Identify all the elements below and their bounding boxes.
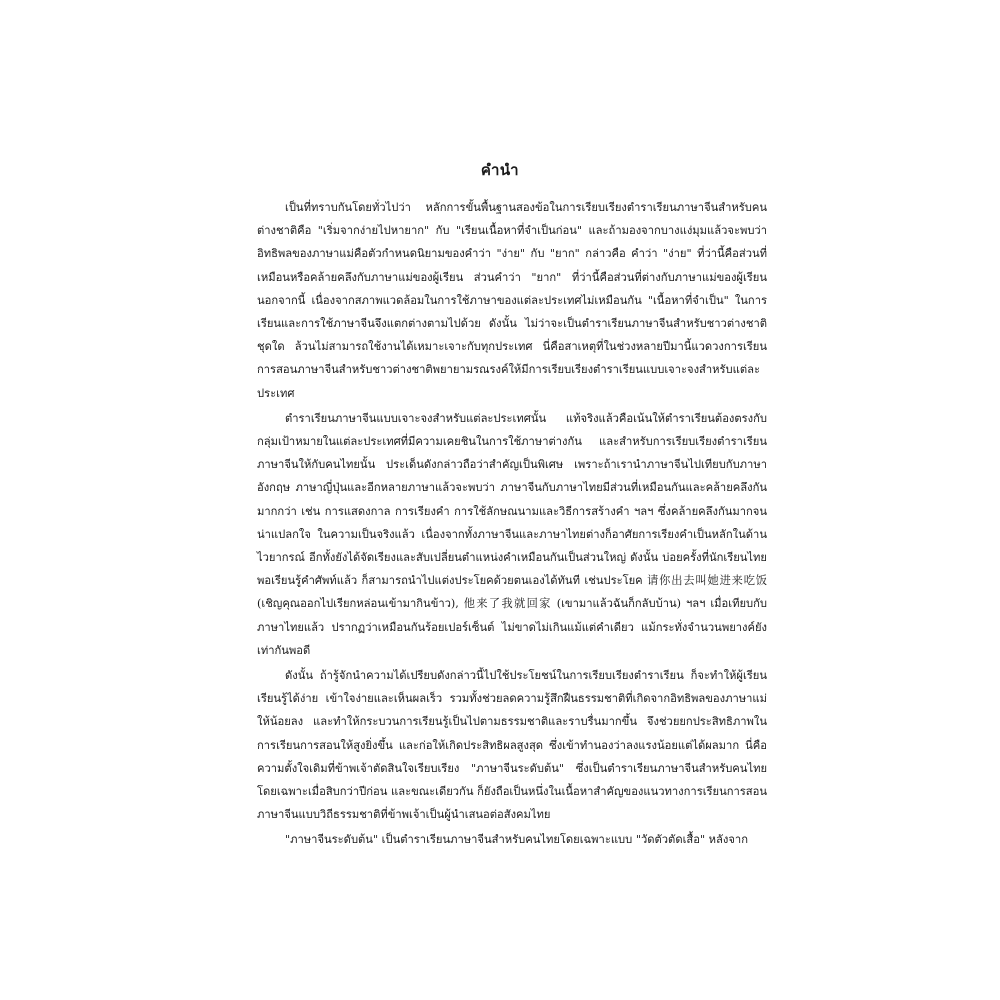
body-text: [257, 196, 767, 852]
page-title: คำนำ: [480, 161, 520, 179]
paragraph-3: ดังนั้น ถ้ารู้จักนำความได้เปรียบดังกล่าวนี้ไปใช้ประโยชน์ในการเรียบเรียงตำราเรียน ก็จะทำให้ผู้เรียนเรียนรู้ได้ง่าย เข้าใจง่ายและเห็นผลเร็ว รวมทั้งช่วยลดความรู้สึกฝืนธรรมชาติที่เกิดจากอิทธิพลของภาษาแม่ให้น้อยลง และทำให้กระบวนการเรียนรู้เป็นไปตามธรรมชาติและราบรื่นมากขึ้น จึงช่วยยกประสิทธิภาพในการเรียนการสอนให้สูงยิ่งขึ้น และก่อให้เกิดประสิทธิผลสูงสุด ซึ่งเข้าทำนองว่าลงแรงน้อยแต่ได้ผลมาก นี่คือความตั้งใจเดิมที่ข้าพเจ้าตัดสินใจเรียบเรียง "ภาษาจีนระดับต้น" ซึ่งเป็นตำราเรียนภาษาจีนสำหรับคนไทยโดยเฉพาะเมื่อสิบกว่าปีก่อน และขณะเดียวกัน ก็ยังถือเป็นหนึ่งในเนื้อหาสำคัญของแนวทางการเรียนการสอนภาษาจีนแบบวิถีธรรมชาติที่ข้าพเจ้าเป็นผู้นำเสนอต่อสังคมไทย: [257, 669, 767, 822]
paragraph-1: เป็นที่ทราบกันโดยทั่วไปว่า หลักการขั้นพื้นฐานสองข้อในการเรียบเรียงตำราเรียนภาษาจีนสำหรับคนต่างชาติคือ "เริ่มจากง่ายไปหายาก" กับ "เรียนเนื้อหาที่จำเป็นก่อน" และถ้ามองจากบางแง่มุมแล้วจะพบว่าอิทธิพลของภาษาแม่คือตัวกำหนดนิยามของคำว่า "ง่าย" กับ "ยาก" กล่าวคือ คำว่า "ง่าย" ที่ว่านี้คือส่วนที่เหมือนหรือคล้ายคลึงกับภาษาแม่ของผู้เรียน ส่วนคำว่า "ยาก" ที่ว่านี้คือส่วนที่ต่างกับภาษาแม่ของผู้เรียน นอกจากนี้ เนื่องจากสภาพแวดล้อมในการใช้ภาษาของแต่ละประเทศไม่เหมือนกัน "เนื้อหาที่จำเป็น" ในการเรียนและการใช้ภาษาจีนจึงแตกต่างตามไปด้วย ดังนั้น ไม่ว่าจะเป็นตำราเรียนภาษาจีนสำหรับชาวต่างชาติชุดใด ล้วนไม่สามารถใช้งานได้เหมาะเจาะกับทุกประเทศ นี่คือสาเหตุที่ในช่วงหลายปีมานี้แวดวงการเรียนการสอนภาษาจีนสำหรับชาวต่างชาติพยายามรณรงค์ให้มีการเรียบเรียงตำราเรียนแบบเจาะจงสำหรับแต่ละประเทศ: [257, 201, 767, 400]
paragraph-4: "ภาษาจีนระดับต้น" เป็นตำราเรียนภาษาจีนสำหรับคนไทยโดยเฉพาะแบบ "วัดตัวตัดเสื้อ" หลังจาก: [285, 833, 748, 847]
paragraph-2: ตำราเรียนภาษาจีนแบบเจาะจงสำหรับแต่ละประเทศนั้น แท้จริงแล้วคือเน้นให้ตำราเรียนต้องตรงกับกลุ่มเป้าหมายในแต่ละประเทศที่มีความเคยชินในการใช้ภาษาต่างกัน และสำหรับการเรียบเรียงตำราเรียนภาษาจีนให้กับคนไทยนั้น ประเด็นดังกล่าวถือว่าสำคัญเป็นพิเศษ เพราะถ้าเรานำภาษาจีนไปเทียบกับภาษาอังกฤษ ภาษาญี่ปุ่นและอีกหลายภาษาแล้วจะพบว่า ภาษาจีนกับภาษาไทยมีส่วนที่เหมือนกันและคล้ายคลึงกันมากกว่า เช่น การแสดงกาล การเรียงคำ การใช้ลักษณนามและวิธีการสร้างคำ ฯลฯ ซึ่งคล้ายคลึงกันมากจนน่าแปลกใจ ในความเป็นจริงแล้ว เนื่องจากทั้งภาษาจีนและภาษาไทยต่างก็อาศัยการเรียงคำเป็นหลักในด้านไวยากรณ์ อีกทั้งยังได้จัดเรียงและสับเปลี่ยนตำแหน่งคำเหมือนกันเป็นส่วนใหญ่ ดังนั้น บ่อยครั้งที่นักเรียนไทยพอเรียนรู้คำศัพท์แล้ว ก็สามารถนำไปแต่งประโยคด้วยตนเองได้ทันที เช่นประโยค 请你出去叫她进来吃饭 (เชิญคุณออกไปเรียกหล่อนเข้ามากินข้าว), 他来了我就回家 (เขามาแล้วฉันก็กลับบ้าน) ฯลฯ เมื่อเทียบกับภาษาไทยแล้ว ปรากฏว่าเหมือนกันร้อยเปอร์เซ็นต์ ไม่ขาดไม่เกินแม้แต่คำเดียว แม้กระทั่งจำนวนพยางค์ยังเท่ากันพอดี: [257, 411, 767, 657]
